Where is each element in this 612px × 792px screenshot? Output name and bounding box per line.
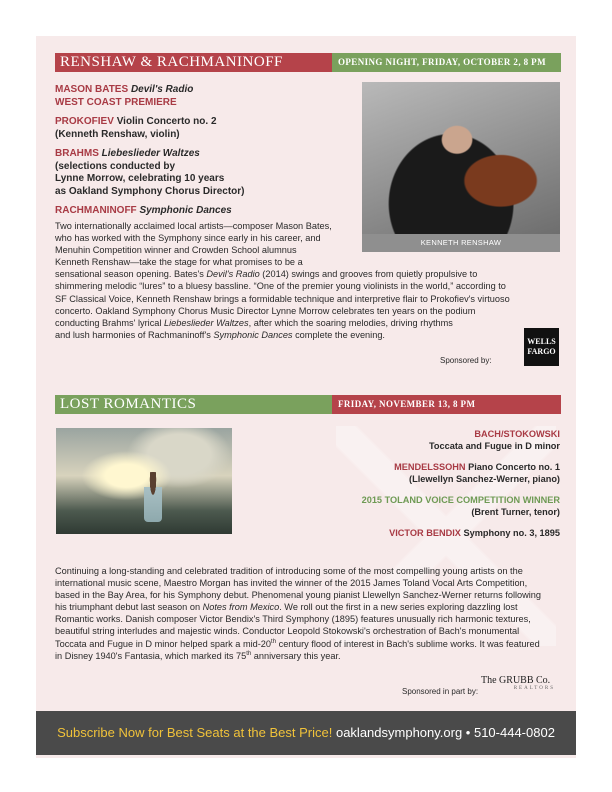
- composer-name: PROKOFIEV: [55, 116, 114, 127]
- work-title: Liebeslieder Waltzes: [101, 148, 200, 159]
- body-line: conducting Brahms' lyrical Liebeslieder Waltzes, after which the soaring melodies, driving rhythms: [55, 317, 453, 328]
- section2-date: FRIDAY, NOVEMBER 13, 8 PM: [332, 395, 561, 414]
- wells-fargo-logo: WELLS FARGO: [524, 328, 559, 366]
- section2-title: LOST ROMANTICS: [55, 395, 332, 414]
- sponsor-label: Sponsored in part by:: [402, 687, 479, 696]
- body-line: Toccata and Fugue in D minor helped spark a mid-20th century flood of interest in Bach's sublime works. It was featured: [55, 638, 540, 649]
- section2-description: [55, 565, 560, 662]
- body-line: Continuing a long-standing and celebrated tradition of introducing some of the most compelling young artists on the: [55, 566, 523, 576]
- composer-name: VICTOR BENDIX: [389, 528, 461, 538]
- performer-note: (Brent Turner, tenor): [471, 507, 560, 517]
- body-line: international music scene, Maestro Morgan has invited the winner of the 2015 James Toland Vocal Arts Competition,: [55, 578, 528, 589]
- composer-name: MASON BATES: [55, 84, 129, 95]
- program-item: [55, 116, 345, 141]
- composer-name: BRAHMS: [55, 148, 99, 159]
- work-title: Violin Concerto no. 2: [116, 116, 217, 127]
- performer-note: (Kenneth Renshaw, violin): [55, 128, 180, 140]
- program-item: [55, 148, 345, 198]
- body-line: SF Classical Voice, Kenneth Renshaw brings a formidable technique and interpretive flair to Prokofiev's virtuoso: [55, 293, 510, 304]
- work-title: Piano Concerto no. 1: [468, 462, 560, 472]
- composer-name: MENDELSSOHN: [394, 462, 466, 472]
- performer-note: (selections conducted by: [55, 160, 176, 172]
- grubb-logo-text: The GRUBB Co.: [481, 675, 551, 686]
- program-item: [55, 205, 345, 218]
- program-item: [260, 494, 560, 518]
- body-line: his triumphant debut last season on Notes from Mexico. We roll out the first in a new series exploring dazzling lost: [55, 602, 518, 613]
- work-title: Symphony no. 3, 1895: [463, 528, 560, 538]
- body-line: shimmering melodic “lures” to a bluesy bassline. “One of the premier young violinists in the world,” according to: [55, 281, 506, 292]
- performer-note: Lynne Morrow, celebrating 10 years: [55, 173, 225, 184]
- body-line: and lush harmonies of Rachmaninoff's Symphonic Dances complete the evening.: [55, 329, 385, 340]
- composer-name: BACH/STOKOWSKI: [474, 429, 560, 439]
- body-line: Romantic works. Danish composer Victor Bendix's Third Symphony (1895) features unusually rich harmonic textures,: [55, 614, 531, 625]
- section2-program: [260, 428, 560, 548]
- section1-band: [55, 53, 561, 72]
- body-line: beautiful string interludes and majestic winds. Conductor Leopold Stokowski's orchestration of Bach's monumental: [55, 626, 520, 637]
- body-line: Menuhin Competition winner and Crowden School alumnus: [55, 245, 297, 256]
- body-line: concerto. Oakland Symphony Chorus Music Director Lynne Morrow celebrates ten years on the podium: [55, 305, 476, 316]
- program-item: [55, 84, 345, 109]
- program-item: [260, 461, 560, 485]
- section2-band: [55, 395, 561, 414]
- girl-silhouette: [144, 472, 162, 522]
- section1-description: [55, 220, 525, 341]
- body-line: based in the Bay Area, for his Symphony debut. Phenomenal young pianist Llewellyn Sanchez-Werner returns following: [55, 590, 542, 601]
- body-line: sensational season opening. Bates's Devil's Radio (2014) swings and grooves from quietly propulsive to: [55, 269, 478, 280]
- grubb-logo-sub: REALTORS: [513, 686, 555, 691]
- program-item: [260, 527, 560, 539]
- program-item: [260, 428, 560, 452]
- photo-caption: KENNETH RENSHAW: [362, 234, 560, 252]
- contact-info[interactable]: oaklandsymphony.org • 510-444-0802: [332, 725, 555, 740]
- violinist-photo: [362, 82, 560, 234]
- work-title: Symphonic Dances: [139, 205, 232, 216]
- section1-date: OPENING NIGHT, FRIDAY, OCTOBER 2, 8 PM: [332, 53, 561, 72]
- grubb-co-logo: [481, 675, 561, 691]
- body-line: in Disney 1940's Fantasia, which marked its 75th anniversary this year.: [55, 650, 341, 661]
- body-line: who has worked with the Symphony since early in his career, and: [55, 233, 321, 244]
- body-line: Kenneth Renshaw—take the stage for what promises to be a: [55, 257, 303, 268]
- performer-note: (Llewellyn Sanchez-Werner, piano): [409, 474, 560, 484]
- section1-program: [55, 84, 345, 225]
- work-title: Devil's Radio: [130, 84, 194, 95]
- body-line: Two internationally acclaimed local artists—composer Mason Bates,: [55, 221, 332, 231]
- performer-note: as Oakland Symphony Chorus Director): [55, 185, 245, 197]
- section1-title: RENSHAW & RACHMANINOFF: [55, 53, 332, 72]
- lost-romantics-photo: [56, 428, 232, 534]
- premiere-note: WEST COAST PREMIERE: [55, 96, 177, 108]
- subscribe-footer[interactable]: [36, 711, 576, 755]
- sponsor-label: Sponsored by:: [440, 356, 492, 365]
- work-title: Toccata and Fugue in D minor: [428, 441, 560, 451]
- composer-name: RACHMANINOFF: [55, 205, 137, 216]
- subscribe-cta[interactable]: Subscribe Now for Best Seats at the Best Price!: [57, 725, 333, 740]
- composer-name: 2015 TOLAND VOICE COMPETITION WINNER: [361, 495, 560, 505]
